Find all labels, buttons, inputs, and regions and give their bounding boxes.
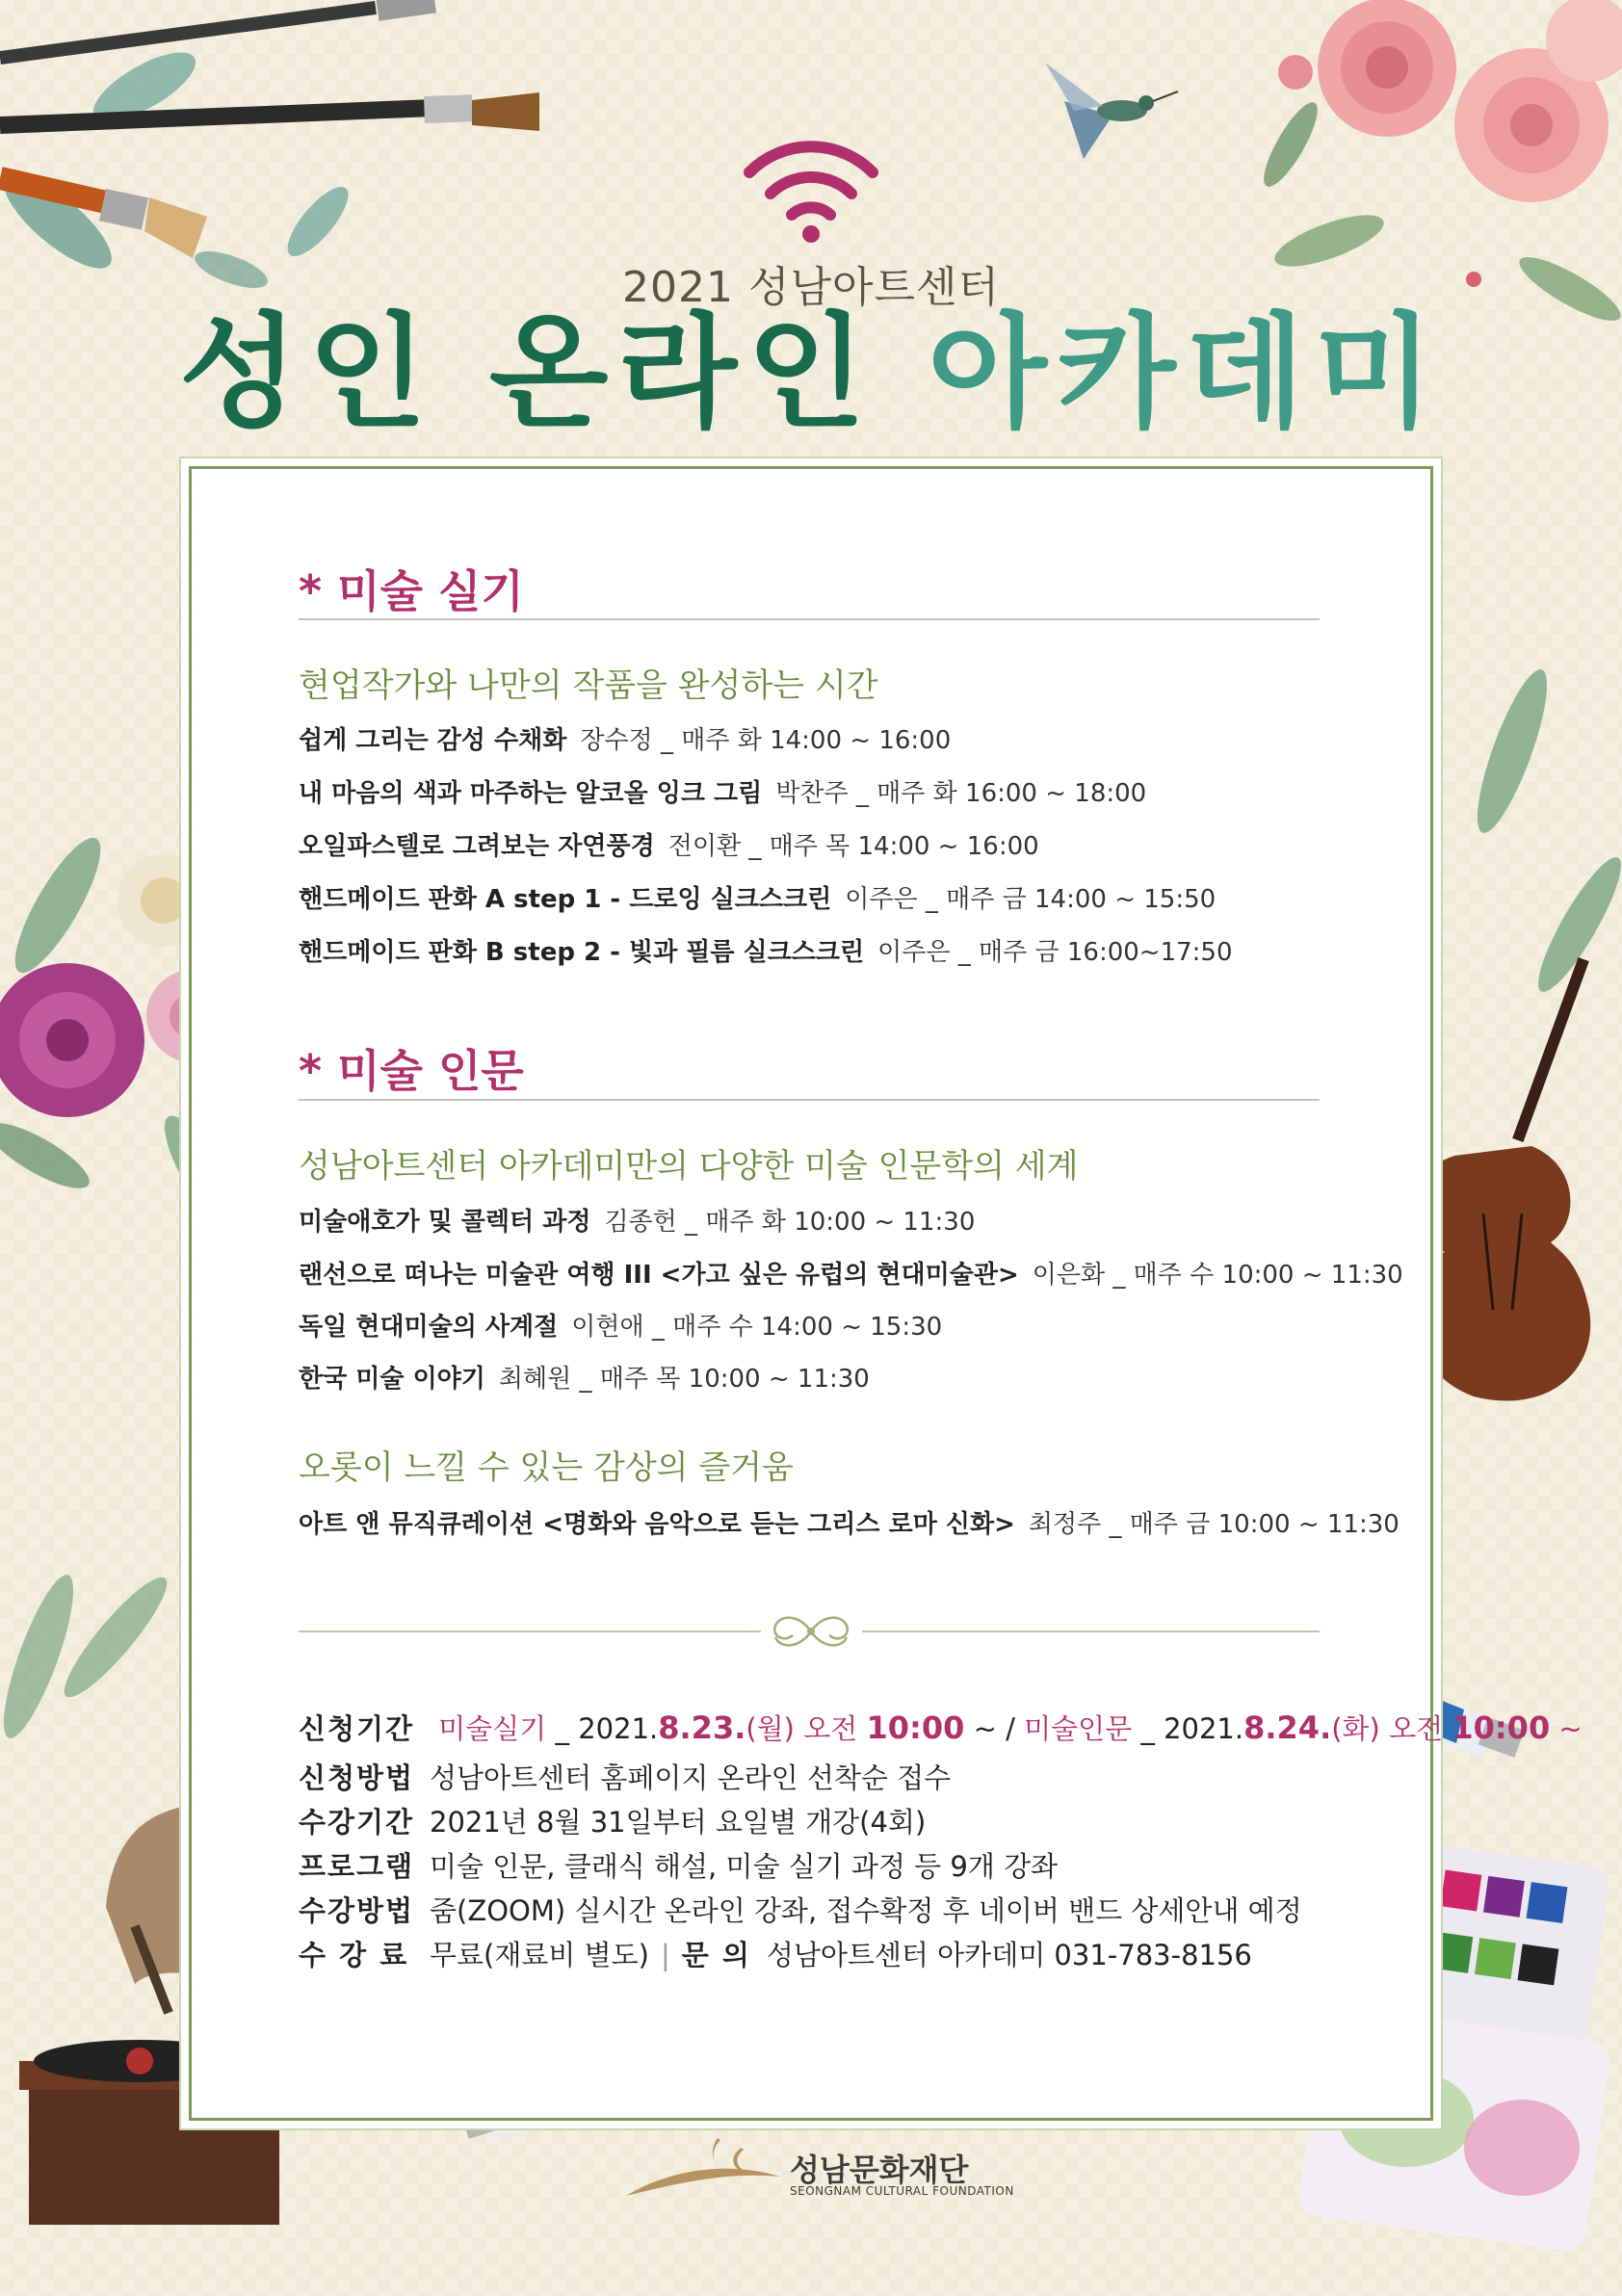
divider-left <box>299 1631 761 1632</box>
period-date: 8.24. <box>1243 1709 1332 1746</box>
info-label: 프로그램 <box>299 1850 415 1883</box>
period-am: 오전 <box>1389 1712 1444 1745</box>
period-time: 10:00 <box>1452 1709 1551 1746</box>
period-time: 10:00 <box>866 1709 965 1746</box>
course-item <box>299 1202 975 1238</box>
course-item <box>299 1307 942 1343</box>
period-tail: ~ / <box>973 1712 1015 1745</box>
info-value: 2021년 8월 31일부터 요일별 개강(4회) <box>430 1806 927 1839</box>
period-prefix: _ 2021. <box>1140 1712 1244 1745</box>
course-detail: 이현애 _ 매주 수 14:00 ~ 15:30 <box>571 1313 943 1342</box>
foundation-logo-icon <box>616 2128 785 2205</box>
info-value: 줌(ZOOM) 실시간 온라인 강좌, 접수확정 후 네이버 밴드 상세안내 예정 <box>430 1894 1302 1927</box>
course-title: 랜선으로 떠나는 미술관 여행 III <가고 싶은 유럽의 현대미술관> <box>299 1261 1019 1290</box>
period-day: (월) <box>746 1712 796 1745</box>
course-title: 쉽게 그리는 감성 수채화 <box>299 726 567 755</box>
course-item <box>299 879 1216 915</box>
course-detail: 이주은 _ 매주 금 14:00 ~ 15:50 <box>845 885 1216 914</box>
course-item <box>299 1504 1400 1540</box>
info-row-application-method <box>299 1757 951 1796</box>
info-label: 수강방법 <box>299 1894 415 1927</box>
course-title: 오일파스텔로 그려보는 자연풍경 <box>299 832 655 861</box>
section-heading-art-humanities: * 미술 인문 <box>299 1045 524 1097</box>
course-detail: 이은화 _ 매주 수 10:00 ~ 11:30 <box>1032 1261 1403 1290</box>
wifi-icon <box>742 130 880 246</box>
period-tail: ~ <box>1558 1712 1583 1745</box>
period-am: 오전 <box>803 1712 858 1745</box>
course-title: 독일 현대미술의 사계절 <box>299 1313 559 1342</box>
section-heading-art-practice: * 미술 실기 <box>299 565 524 617</box>
hummingbird-illustration <box>1045 63 1180 169</box>
section-rule <box>299 618 1320 620</box>
section-tagline: 오롯이 느낄 수 있는 감상의 즐거움 <box>299 1448 794 1487</box>
info-value: 무료(재료비 별도) <box>430 1939 649 1971</box>
course-item <box>299 720 951 756</box>
course-detail: 박찬주 _ 매주 화 16:00 ~ 18:00 <box>775 779 1147 808</box>
course-item <box>299 1255 1403 1291</box>
course-detail: 최정주 _ 매주 금 10:00 ~ 11:30 <box>1028 1510 1400 1539</box>
course-item <box>299 826 1039 862</box>
section-rule <box>299 1099 1320 1101</box>
course-detail: 장수정 _ 매주 화 14:00 ~ 16:00 <box>580 726 952 755</box>
info-row-fee-contact <box>299 1934 1252 1973</box>
course-detail: 최혜원 _ 매주 목 10:00 ~ 11:30 <box>498 1365 870 1394</box>
course-detail: 이주은 _ 매주 금 16:00~17:50 <box>877 938 1233 967</box>
event-subtitle: 2021 성남아트센터 <box>622 263 1000 312</box>
info-row-application-period <box>299 1708 1583 1747</box>
period-art-practice-name: 미술실기 <box>438 1712 547 1745</box>
period-date: 8.23. <box>658 1709 746 1746</box>
course-item <box>299 1359 870 1395</box>
info-value: 성남아트센터 홈페이지 온라인 선착순 접수 <box>430 1761 952 1794</box>
info-value: 미술 인문, 클래식 해설, 미술 실기 과정 등 9개 강좌 <box>430 1850 1059 1883</box>
ornament-icon <box>766 1605 857 1658</box>
course-detail: 김종헌 _ 매주 화 10:00 ~ 11:30 <box>604 1208 976 1237</box>
course-title: 한국 미술 이야기 <box>299 1365 485 1394</box>
course-title: 아트 앤 뮤직큐레이션 <명화와 음악으로 듣는 그리스 로마 신화> <box>299 1510 1015 1539</box>
info-row-course-period <box>299 1801 926 1840</box>
course-detail: 전이환 _ 매주 목 14:00 ~ 16:00 <box>667 832 1039 861</box>
separator: | <box>660 1939 670 1971</box>
contact-value: 성남아트센터 아카데미 031-783-8156 <box>766 1939 1252 1971</box>
contact-label: 문 의 <box>681 1939 751 1971</box>
section-tagline: 성남아트센터 아카데미만의 다양한 미술 인문학의 세계 <box>299 1147 1079 1186</box>
info-label: 수강기간 <box>299 1806 415 1839</box>
course-title: 내 마음의 색과 마주하는 알코올 잉크 그림 <box>299 779 763 808</box>
course-title: 핸드메이드 판화 A step 1 - 드로잉 실크스크린 <box>299 885 832 914</box>
course-item <box>299 932 1233 968</box>
period-prefix: _ 2021. <box>555 1712 659 1745</box>
period-art-humanities-name: 미술인문 <box>1024 1712 1133 1745</box>
period-day: (화) <box>1331 1712 1380 1745</box>
info-label: 수 강 료 <box>299 1939 409 1971</box>
info-label: 신청방법 <box>299 1761 415 1794</box>
info-label: 신청기간 <box>299 1712 415 1745</box>
page-title <box>0 301 1622 445</box>
foundation-name: 성남문화재단 <box>790 2152 969 2188</box>
title-part-academy: 아카데미 <box>928 301 1443 445</box>
course-title: 미술애호가 및 콜렉터 과정 <box>299 1208 591 1237</box>
info-row-class-method <box>299 1890 1302 1929</box>
foundation-name-en: SEONGNAM CULTURAL FOUNDATION <box>790 2184 1014 2198</box>
course-item <box>299 773 1146 809</box>
divider-right <box>862 1631 1320 1632</box>
section-tagline: 현업작가와 나만의 작품을 완성하는 시간 <box>299 666 878 705</box>
info-row-program <box>299 1845 1058 1885</box>
course-title: 핸드메이드 판화 B step 2 - 빛과 필름 실크스크린 <box>299 938 865 967</box>
title-part-online: 성인 온라인 <box>179 301 876 445</box>
